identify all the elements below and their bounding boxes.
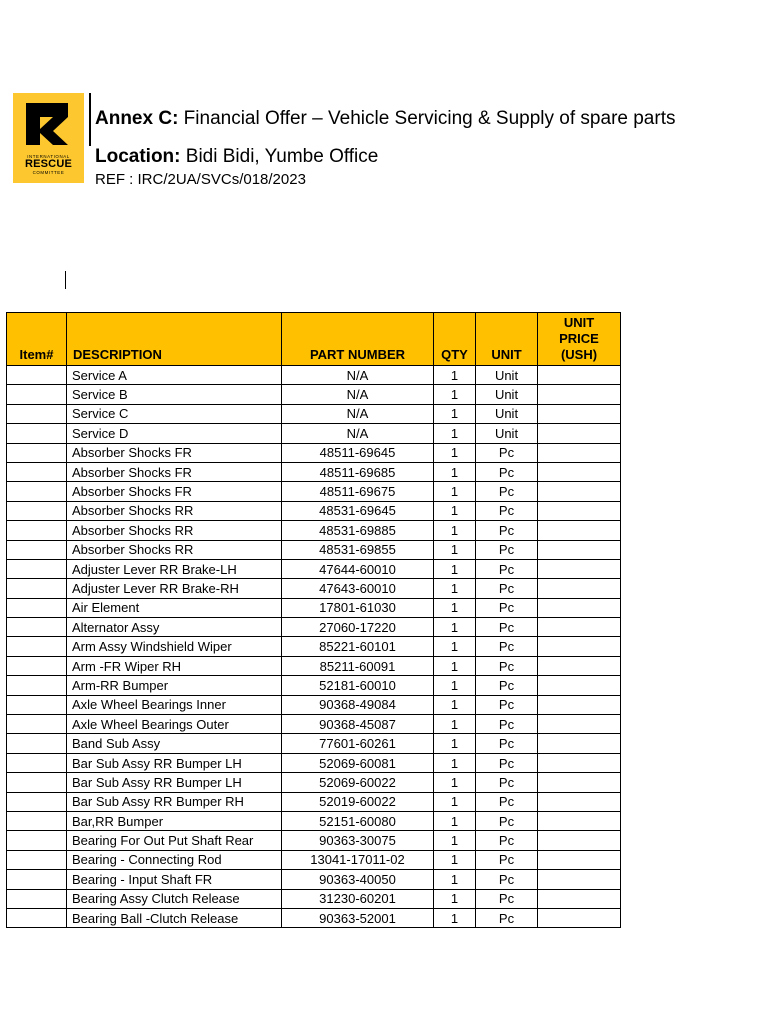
cell-qty: 1 (434, 676, 476, 695)
cell-unit-price (538, 850, 621, 869)
cell-item (7, 598, 67, 617)
cell-description: Alternator Assy (67, 618, 282, 637)
cell-description: Absorber Shocks RR (67, 540, 282, 559)
cell-part-number: N/A (282, 424, 434, 443)
cell-unit-price (538, 637, 621, 656)
table-row (7, 366, 621, 385)
cell-part-number: 13041-17011-02 (282, 850, 434, 869)
cell-item (7, 540, 67, 559)
cell-unit: Unit (476, 366, 538, 385)
cell-qty: 1 (434, 598, 476, 617)
cell-qty: 1 (434, 811, 476, 830)
cell-part-number: 48511-69685 (282, 462, 434, 481)
table-row (7, 850, 621, 869)
cell-unit-price (538, 559, 621, 578)
logo-text-international: INTERNATIONAL (27, 154, 70, 159)
logo-text-rescue: RESCUE (24, 158, 73, 170)
cell-qty: 1 (434, 656, 476, 675)
cell-qty: 1 (434, 424, 476, 443)
cell-item (7, 462, 67, 481)
cell-part-number: 90363-52001 (282, 908, 434, 927)
col-header-unit: UNIT (476, 313, 538, 366)
table-row (7, 889, 621, 908)
cell-part-number: N/A (282, 385, 434, 404)
cell-unit-price (538, 792, 621, 811)
table-row (7, 831, 621, 850)
table-row (7, 443, 621, 462)
cell-unit: Pc (476, 734, 538, 753)
cell-qty: 1 (434, 715, 476, 734)
table-row (7, 462, 621, 481)
col-header-description: DESCRIPTION (67, 313, 282, 366)
cell-unit: Pc (476, 443, 538, 462)
cell-unit: Pc (476, 540, 538, 559)
cell-item (7, 695, 67, 714)
col-header-qty: QTY (434, 313, 476, 366)
document-title (95, 108, 675, 130)
cell-description: Bearing For Out Put Shaft Rear (67, 831, 282, 850)
cell-unit-price (538, 598, 621, 617)
cell-description: Arm -FR Wiper RH (67, 656, 282, 675)
cell-part-number: 48531-69885 (282, 521, 434, 540)
cell-unit-price (538, 753, 621, 772)
cell-unit-price (538, 462, 621, 481)
col-header-unit-price: UNIT PRICE (USH) (538, 313, 621, 366)
cell-unit: Pc (476, 482, 538, 501)
cell-item (7, 559, 67, 578)
irc-r-mark-icon (13, 93, 84, 153)
cell-qty: 1 (434, 850, 476, 869)
cell-unit: Pc (476, 501, 538, 520)
table-row (7, 579, 621, 598)
cell-unit-price (538, 579, 621, 598)
cell-unit-price (538, 734, 621, 753)
cell-unit: Pc (476, 811, 538, 830)
logo-text-committee: COMMITTEE (32, 170, 65, 175)
cell-qty: 1 (434, 753, 476, 772)
cell-item (7, 579, 67, 598)
cell-description: Service D (67, 424, 282, 443)
cell-qty: 1 (434, 908, 476, 927)
title-text: Financial Offer – Vehicle Servicing & Supply of spare parts (178, 108, 676, 129)
cell-description: Absorber Shocks RR (67, 521, 282, 540)
cell-unit: Pc (476, 715, 538, 734)
cell-item (7, 889, 67, 908)
cell-item (7, 385, 67, 404)
cell-unit: Pc (476, 637, 538, 656)
cell-description: Band Sub Assy (67, 734, 282, 753)
col-header-item: Item# (7, 313, 67, 366)
document-reference: REF : IRC/2UA/SVCs/018/2023 (95, 171, 306, 188)
cell-unit-price (538, 501, 621, 520)
cell-item (7, 792, 67, 811)
cell-qty: 1 (434, 366, 476, 385)
cell-qty: 1 (434, 559, 476, 578)
cell-part-number: 52069-60022 (282, 773, 434, 792)
cell-qty: 1 (434, 870, 476, 889)
cell-item (7, 811, 67, 830)
cell-unit-price (538, 695, 621, 714)
cell-unit-price (538, 424, 621, 443)
cell-qty: 1 (434, 637, 476, 656)
cell-qty: 1 (434, 579, 476, 598)
cell-unit-price (538, 773, 621, 792)
cell-qty: 1 (434, 540, 476, 559)
cell-unit-price (538, 676, 621, 695)
cell-unit: Pc (476, 792, 538, 811)
cell-unit: Pc (476, 753, 538, 772)
cell-unit: Pc (476, 870, 538, 889)
cell-description: Bearing - Connecting Rod (67, 850, 282, 869)
location-bold: Location: (95, 146, 181, 167)
cell-description: Axle Wheel Bearings Outer (67, 715, 282, 734)
cell-unit-price (538, 366, 621, 385)
table-row (7, 540, 621, 559)
table-header-row (7, 313, 621, 366)
cell-item (7, 734, 67, 753)
cell-part-number: 52019-60022 (282, 792, 434, 811)
cell-description: Absorber Shocks FR (67, 482, 282, 501)
irc-logo (13, 93, 84, 183)
cell-unit: Pc (476, 676, 538, 695)
cell-description: Bar Sub Assy RR Bumper RH (67, 792, 282, 811)
cell-qty: 1 (434, 792, 476, 811)
cell-unit: Pc (476, 559, 538, 578)
cell-unit: Pc (476, 850, 538, 869)
cell-part-number: 48531-69645 (282, 501, 434, 520)
cell-description: Bar Sub Assy RR Bumper LH (67, 773, 282, 792)
cell-qty: 1 (434, 482, 476, 501)
cell-qty: 1 (434, 443, 476, 462)
cell-item (7, 715, 67, 734)
parts-table (6, 312, 621, 928)
cell-unit: Pc (476, 579, 538, 598)
cell-description: Adjuster Lever RR Brake-LH (67, 559, 282, 578)
cell-unit-price (538, 831, 621, 850)
cell-part-number: 48511-69645 (282, 443, 434, 462)
cell-part-number: N/A (282, 366, 434, 385)
cell-qty: 1 (434, 501, 476, 520)
cell-description: Arm Assy Windshield Wiper (67, 637, 282, 656)
table-row (7, 521, 621, 540)
cell-part-number: 90368-49084 (282, 695, 434, 714)
table-row (7, 676, 621, 695)
cell-unit: Pc (476, 831, 538, 850)
col-header-part-number: PART NUMBER (282, 313, 434, 366)
cell-part-number: 85221-60101 (282, 637, 434, 656)
cell-unit: Pc (476, 695, 538, 714)
table-row (7, 811, 621, 830)
table-row (7, 695, 621, 714)
cell-item (7, 443, 67, 462)
cell-part-number: 85211-60091 (282, 656, 434, 675)
table-row (7, 870, 621, 889)
table-row (7, 385, 621, 404)
cell-qty: 1 (434, 618, 476, 637)
cell-description: Service A (67, 366, 282, 385)
cell-part-number: 90363-40050 (282, 870, 434, 889)
cell-item (7, 850, 67, 869)
cell-qty: 1 (434, 462, 476, 481)
cell-description: Arm-RR Bumper (67, 676, 282, 695)
table-row (7, 908, 621, 927)
cell-part-number: 47644-60010 (282, 559, 434, 578)
table-row (7, 598, 621, 617)
cell-unit: Pc (476, 521, 538, 540)
location-text: Bidi Bidi, Yumbe Office (180, 146, 379, 167)
cell-item (7, 618, 67, 637)
table-row (7, 773, 621, 792)
cell-unit: Pc (476, 598, 538, 617)
cell-unit-price (538, 656, 621, 675)
table-row (7, 482, 621, 501)
table-row (7, 404, 621, 423)
table-row (7, 715, 621, 734)
cell-part-number: 90363-30075 (282, 831, 434, 850)
cell-qty: 1 (434, 889, 476, 908)
cell-item (7, 637, 67, 656)
cell-unit: Unit (476, 424, 538, 443)
cell-item (7, 831, 67, 850)
cell-description: Absorber Shocks FR (67, 462, 282, 481)
cell-item (7, 482, 67, 501)
cell-description: Bearing - Input Shaft FR (67, 870, 282, 889)
cell-qty: 1 (434, 404, 476, 423)
cell-item (7, 424, 67, 443)
cell-description: Bearing Ball -Clutch Release (67, 908, 282, 927)
document-location (95, 146, 378, 168)
cell-description: Absorber Shocks FR (67, 443, 282, 462)
cell-part-number: 48531-69855 (282, 540, 434, 559)
cell-part-number: 52069-60081 (282, 753, 434, 772)
cell-unit-price (538, 385, 621, 404)
cell-part-number: 90368-45087 (282, 715, 434, 734)
cell-item (7, 908, 67, 927)
cell-unit-price (538, 908, 621, 927)
cell-unit-price (538, 811, 621, 830)
cell-unit-price (538, 482, 621, 501)
cell-item (7, 753, 67, 772)
cell-unit-price (538, 540, 621, 559)
cell-unit-price (538, 521, 621, 540)
cell-part-number: N/A (282, 404, 434, 423)
cell-qty: 1 (434, 734, 476, 753)
cell-description: Air Element (67, 598, 282, 617)
cell-unit-price (538, 715, 621, 734)
cell-item (7, 501, 67, 520)
cell-description: Service B (67, 385, 282, 404)
cell-description: Absorber Shocks RR (67, 501, 282, 520)
cell-unit: Pc (476, 889, 538, 908)
cell-item (7, 676, 67, 695)
cell-unit: Pc (476, 773, 538, 792)
cell-part-number: 31230-60201 (282, 889, 434, 908)
cell-qty: 1 (434, 831, 476, 850)
cell-description: Bearing Assy Clutch Release (67, 889, 282, 908)
cell-unit: Pc (476, 908, 538, 927)
table-row (7, 753, 621, 772)
cell-part-number: 77601-60261 (282, 734, 434, 753)
cell-qty: 1 (434, 695, 476, 714)
text-cursor (65, 271, 66, 289)
cell-description: Service C (67, 404, 282, 423)
cell-item (7, 404, 67, 423)
cell-item (7, 773, 67, 792)
cell-part-number: 17801-61030 (282, 598, 434, 617)
table-row (7, 792, 621, 811)
table-row (7, 424, 621, 443)
cell-unit-price (538, 443, 621, 462)
cell-unit-price (538, 889, 621, 908)
cell-part-number: 48511-69675 (282, 482, 434, 501)
cell-part-number: 47643-60010 (282, 579, 434, 598)
table-row (7, 559, 621, 578)
cell-unit: Unit (476, 404, 538, 423)
header-divider (89, 93, 91, 146)
table-row (7, 734, 621, 753)
cell-part-number: 27060-17220 (282, 618, 434, 637)
cell-description: Adjuster Lever RR Brake-RH (67, 579, 282, 598)
cell-unit: Pc (476, 656, 538, 675)
cell-item (7, 656, 67, 675)
cell-part-number: 52151-60080 (282, 811, 434, 830)
cell-description: Axle Wheel Bearings Inner (67, 695, 282, 714)
table-row (7, 656, 621, 675)
cell-description: Bar,RR Bumper (67, 811, 282, 830)
cell-qty: 1 (434, 385, 476, 404)
cell-unit: Unit (476, 385, 538, 404)
cell-unit-price (538, 870, 621, 889)
cell-unit: Pc (476, 462, 538, 481)
cell-item (7, 521, 67, 540)
cell-unit-price (538, 404, 621, 423)
table-row (7, 501, 621, 520)
cell-part-number: 52181-60010 (282, 676, 434, 695)
title-bold: Annex C: (95, 108, 179, 129)
table-row (7, 637, 621, 656)
cell-description: Bar Sub Assy RR Bumper LH (67, 753, 282, 772)
table-row (7, 618, 621, 637)
cell-unit: Pc (476, 618, 538, 637)
cell-unit-price (538, 618, 621, 637)
cell-item (7, 870, 67, 889)
cell-item (7, 366, 67, 385)
cell-qty: 1 (434, 521, 476, 540)
cell-qty: 1 (434, 773, 476, 792)
